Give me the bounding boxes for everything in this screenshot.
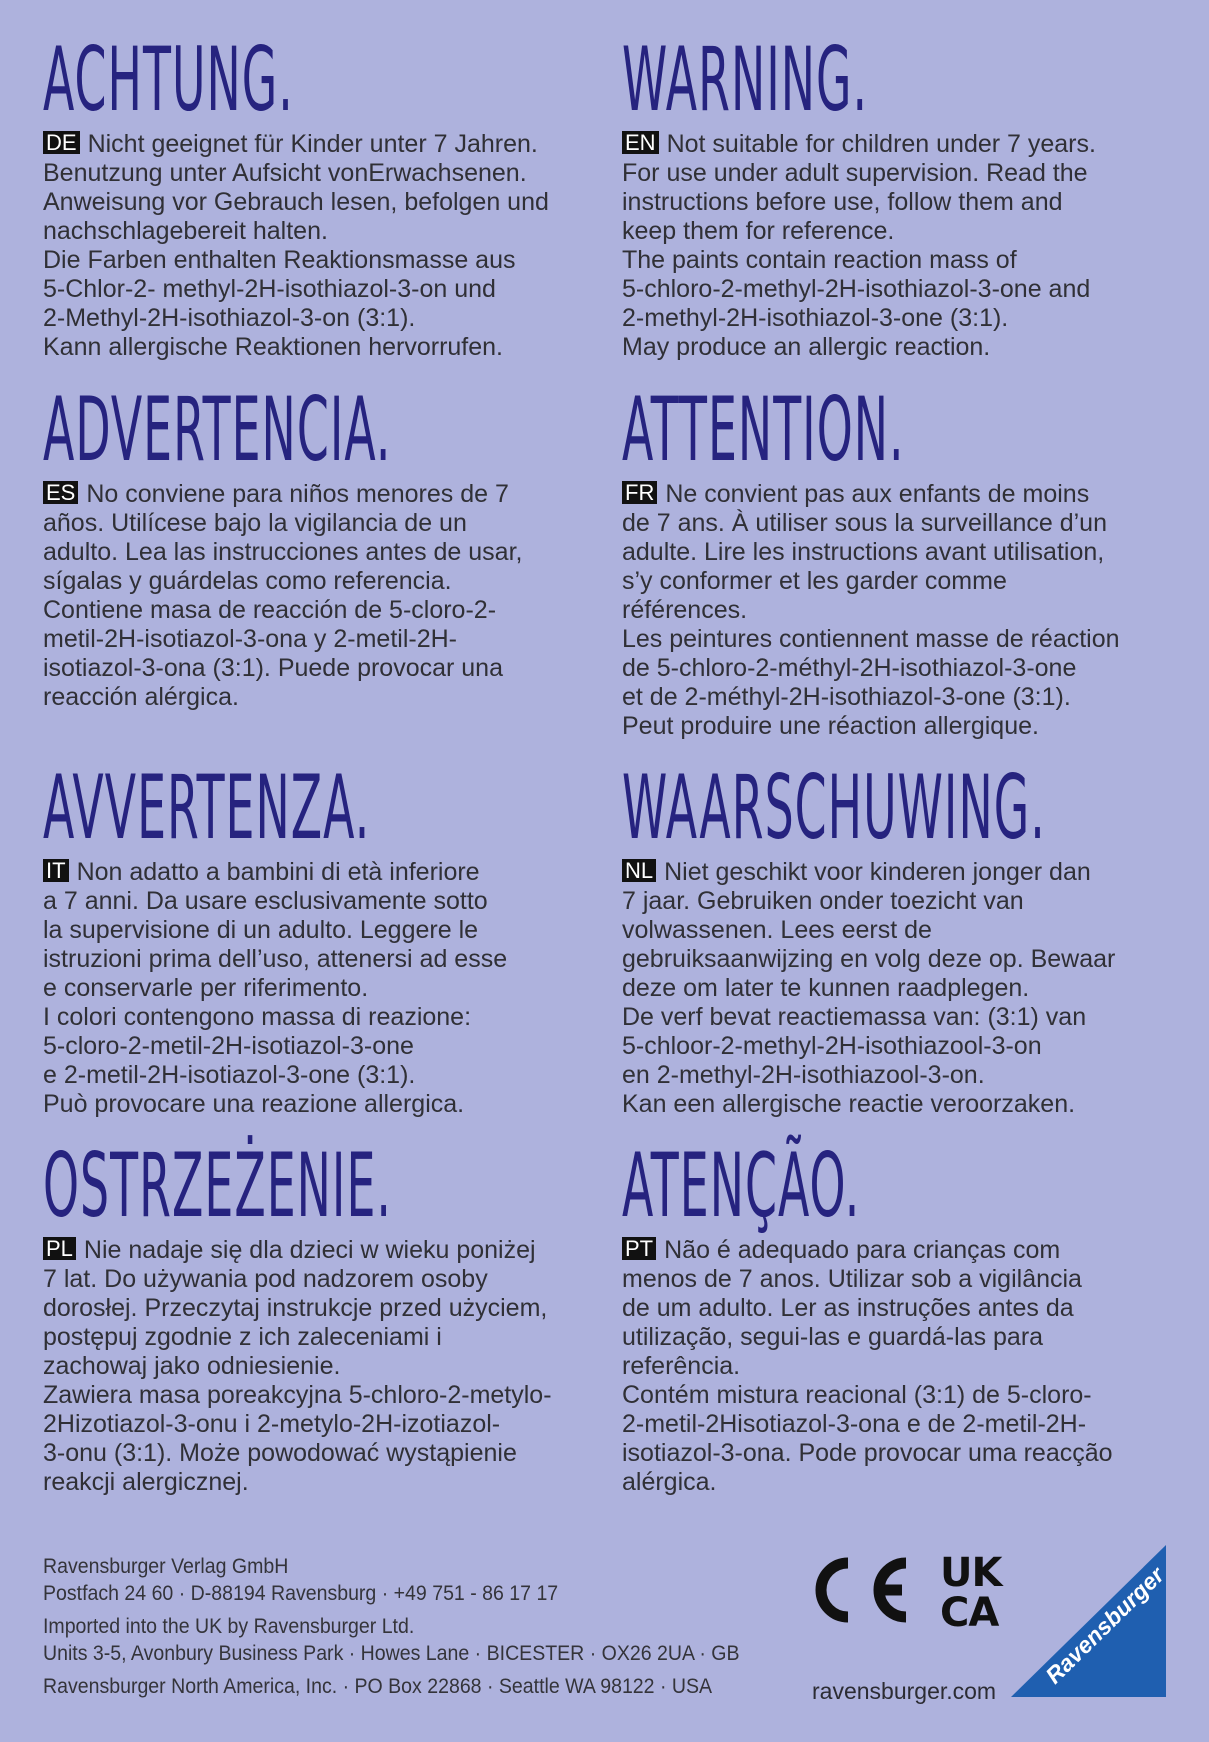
- heading-pl: OSTRZEŻENIE.: [43, 1134, 393, 1237]
- text-es: ES No conviene para niños menores de 7 años. Utilícese bajo la vigilancia de un adulto. Lea las instrucciones antes de usar, sígalas y guárdelas como referencia. Contiene masa de reacción de 5-cloro-2- metil-2H-isotiazol-3-ona y 2-metil-2H- isotiazol-3-ona (3:1). Puede provocar una reacción alérgica.: [43, 480, 523, 711]
- section-pl: [43, 1134, 603, 1497]
- ravensburger-brand-text: Ravensburger: [1040, 1561, 1166, 1689]
- text-en: EN Not suitable for children under 7 years. For use under adult supervision. Read the instructions before use, follow them and keep them for reference. The paints contain reaction mass of 5-chloro-2-methyl-2H-isothiazol-3-one and 2-methyl-2H-isothiazol-3-one (3:1). May produce an allergic reaction.: [622, 130, 1096, 361]
- section-fr: [622, 378, 1182, 741]
- heading-es: ADVERTENCIA.: [43, 378, 392, 481]
- address-line: Postfach 24 60 · D-88194 Ravensburg · +49 751 - 86 17 17: [43, 1582, 559, 1605]
- text-pl: PL Nie nadaje się dla dzieci w wieku poniżej 7 lat. Do używania pod nadzorem osoby dorosłej. Przeczytaj instrukcje przed użyciem, postępuj zgodnie z ich zaleceniami i zachowaj jako odniesienie. Zawiera masa poreakcyjna 5-chloro-2-metylo- 2Hizotiazol-3-onu i 2-metylo-2H-izotiazol- 3-onu (3:1). Może powodować wystąpienie reakcji alergicznej.: [43, 1236, 552, 1496]
- ce-mark-icon: [821, 1563, 906, 1617]
- address-line: Imported into the UK by Ravensburger Ltd.: [43, 1615, 415, 1638]
- conformity-marks: [808, 1550, 1018, 1635]
- ce-mark-label: CE: [880, 1590, 882, 1591]
- address-line: Units 3-5, Avonbury Business Park · Howes Lane · BICESTER · OX26 2UA · GB: [43, 1642, 740, 1665]
- heading-nl: WAARSCHUWING.: [622, 756, 1046, 859]
- ce-ukca-icon: [808, 1550, 1018, 1630]
- ukca-bottom-label: CA: [940, 1590, 999, 1630]
- lang-badge-nl: NL: [622, 859, 656, 882]
- lang-badge-es: ES: [43, 481, 78, 504]
- section-es: [43, 378, 603, 712]
- lang-badge-it: IT: [43, 859, 69, 882]
- text-pt: PT Não é adequado para crianças com menos de 7 anos. Utilizar sob a vigilância de um adulto. Ler as instruções antes da utilização, segui-las e guardá-las para referência. Contém mistura reacional (3:1) de 5-cloro- 2-metil-2Hisotiazol-3-ona e de 2-metil-2H- isotiazol-3-ona. Pode provocar uma reacção alérgica.: [622, 1236, 1113, 1496]
- heading-fr: ATTENTION.: [622, 378, 905, 481]
- ukca-mark-icon: [940, 1550, 1004, 1630]
- address-line: Ravensburger Verlag GmbH: [43, 1555, 289, 1578]
- section-nl: [622, 756, 1182, 1119]
- ukca-top-label: UK: [940, 1550, 1002, 1596]
- lang-badge-pl: PL: [43, 1237, 76, 1260]
- lang-badge-pt: PT: [622, 1237, 656, 1260]
- text-nl: NL Niet geschikt voor kinderen jonger dan 7 jaar. Gebruiken onder toezicht van volwassenen. Lees eerst de gebruiksaanwijzing en volg deze op. Bewaar deze om later te kunnen raadplegen. De verf bevat reactiemassa van: (3:1) van 5-chloor-2-methyl-2H-isothiazool-3-on en 2-methyl-2H-isothiazool-3-on. Kan een allergische reactie veroorzaken.: [622, 858, 1116, 1118]
- section-pt: [622, 1134, 1182, 1497]
- lang-badge-fr: FR: [622, 481, 657, 504]
- lang-badge-de: DE: [43, 131, 80, 154]
- publisher-address: [43, 1553, 763, 1700]
- lang-badge-en: EN: [622, 131, 659, 154]
- website-link[interactable]: ravensburger.com: [812, 1678, 997, 1704]
- heading-pt: ATENÇÃO.: [622, 1134, 861, 1237]
- heading-it: AVVERTENZA.: [43, 756, 371, 859]
- section-de: [43, 28, 603, 362]
- address-line: Ravensburger North America, Inc. · PO Box 22868 · Seattle WA 98122 · USA: [43, 1675, 713, 1698]
- section-it: [43, 756, 603, 1119]
- heading-en: WARNING.: [622, 28, 869, 131]
- section-en: [622, 28, 1182, 362]
- text-it: IT Non adatto a bambini di età inferiore a 7 anni. Da usare esclusivamente sotto la supervisione di un adulto. Leggere le istruzioni prima dell’uso, attenersi ad esse e conservarle per riferimento. I colori contengono massa di reazione: 5-cloro-2-metil-2H-isotiazol-3-one e 2-metil-2H-isotiazol-3-one (3:1). Può provocare una reazione allergica.: [43, 858, 508, 1118]
- text-fr: FR Ne convient pas aux enfants de moins de 7 ans. À utiliser sous la surveillance d’un adulte. Lire les instructions avant utilisation, s’y conformer et les garder comme références. Les peintures contiennent masse de réaction de 5-chloro-2-méthyl-2H-isothiazol-3-one et de 2-méthyl-2H-isothiazol-3-one (3:1). Peut produire une réaction allergique.: [622, 480, 1120, 740]
- ravensburger-ribbon-icon: [1011, 1545, 1166, 1697]
- heading-de: ACHTUNG.: [43, 28, 294, 131]
- ravensburger-logo: [1011, 1545, 1166, 1697]
- text-de: DE Nicht geeignet für Kinder unter 7 Jahren. Benutzung unter Aufsicht vonErwachsenen. Anweisung vor Gebrauch lesen, befolgen und nachschlagebereit halten. Die Farben enthalten Reaktionsmasse aus 5-Chlor-2- methyl-2H-isothiazol-3-on und 2-Methyl-2H-isothiazol-3-on (3:1). Kann allergische Reaktionen hervorrufen.: [43, 130, 549, 361]
